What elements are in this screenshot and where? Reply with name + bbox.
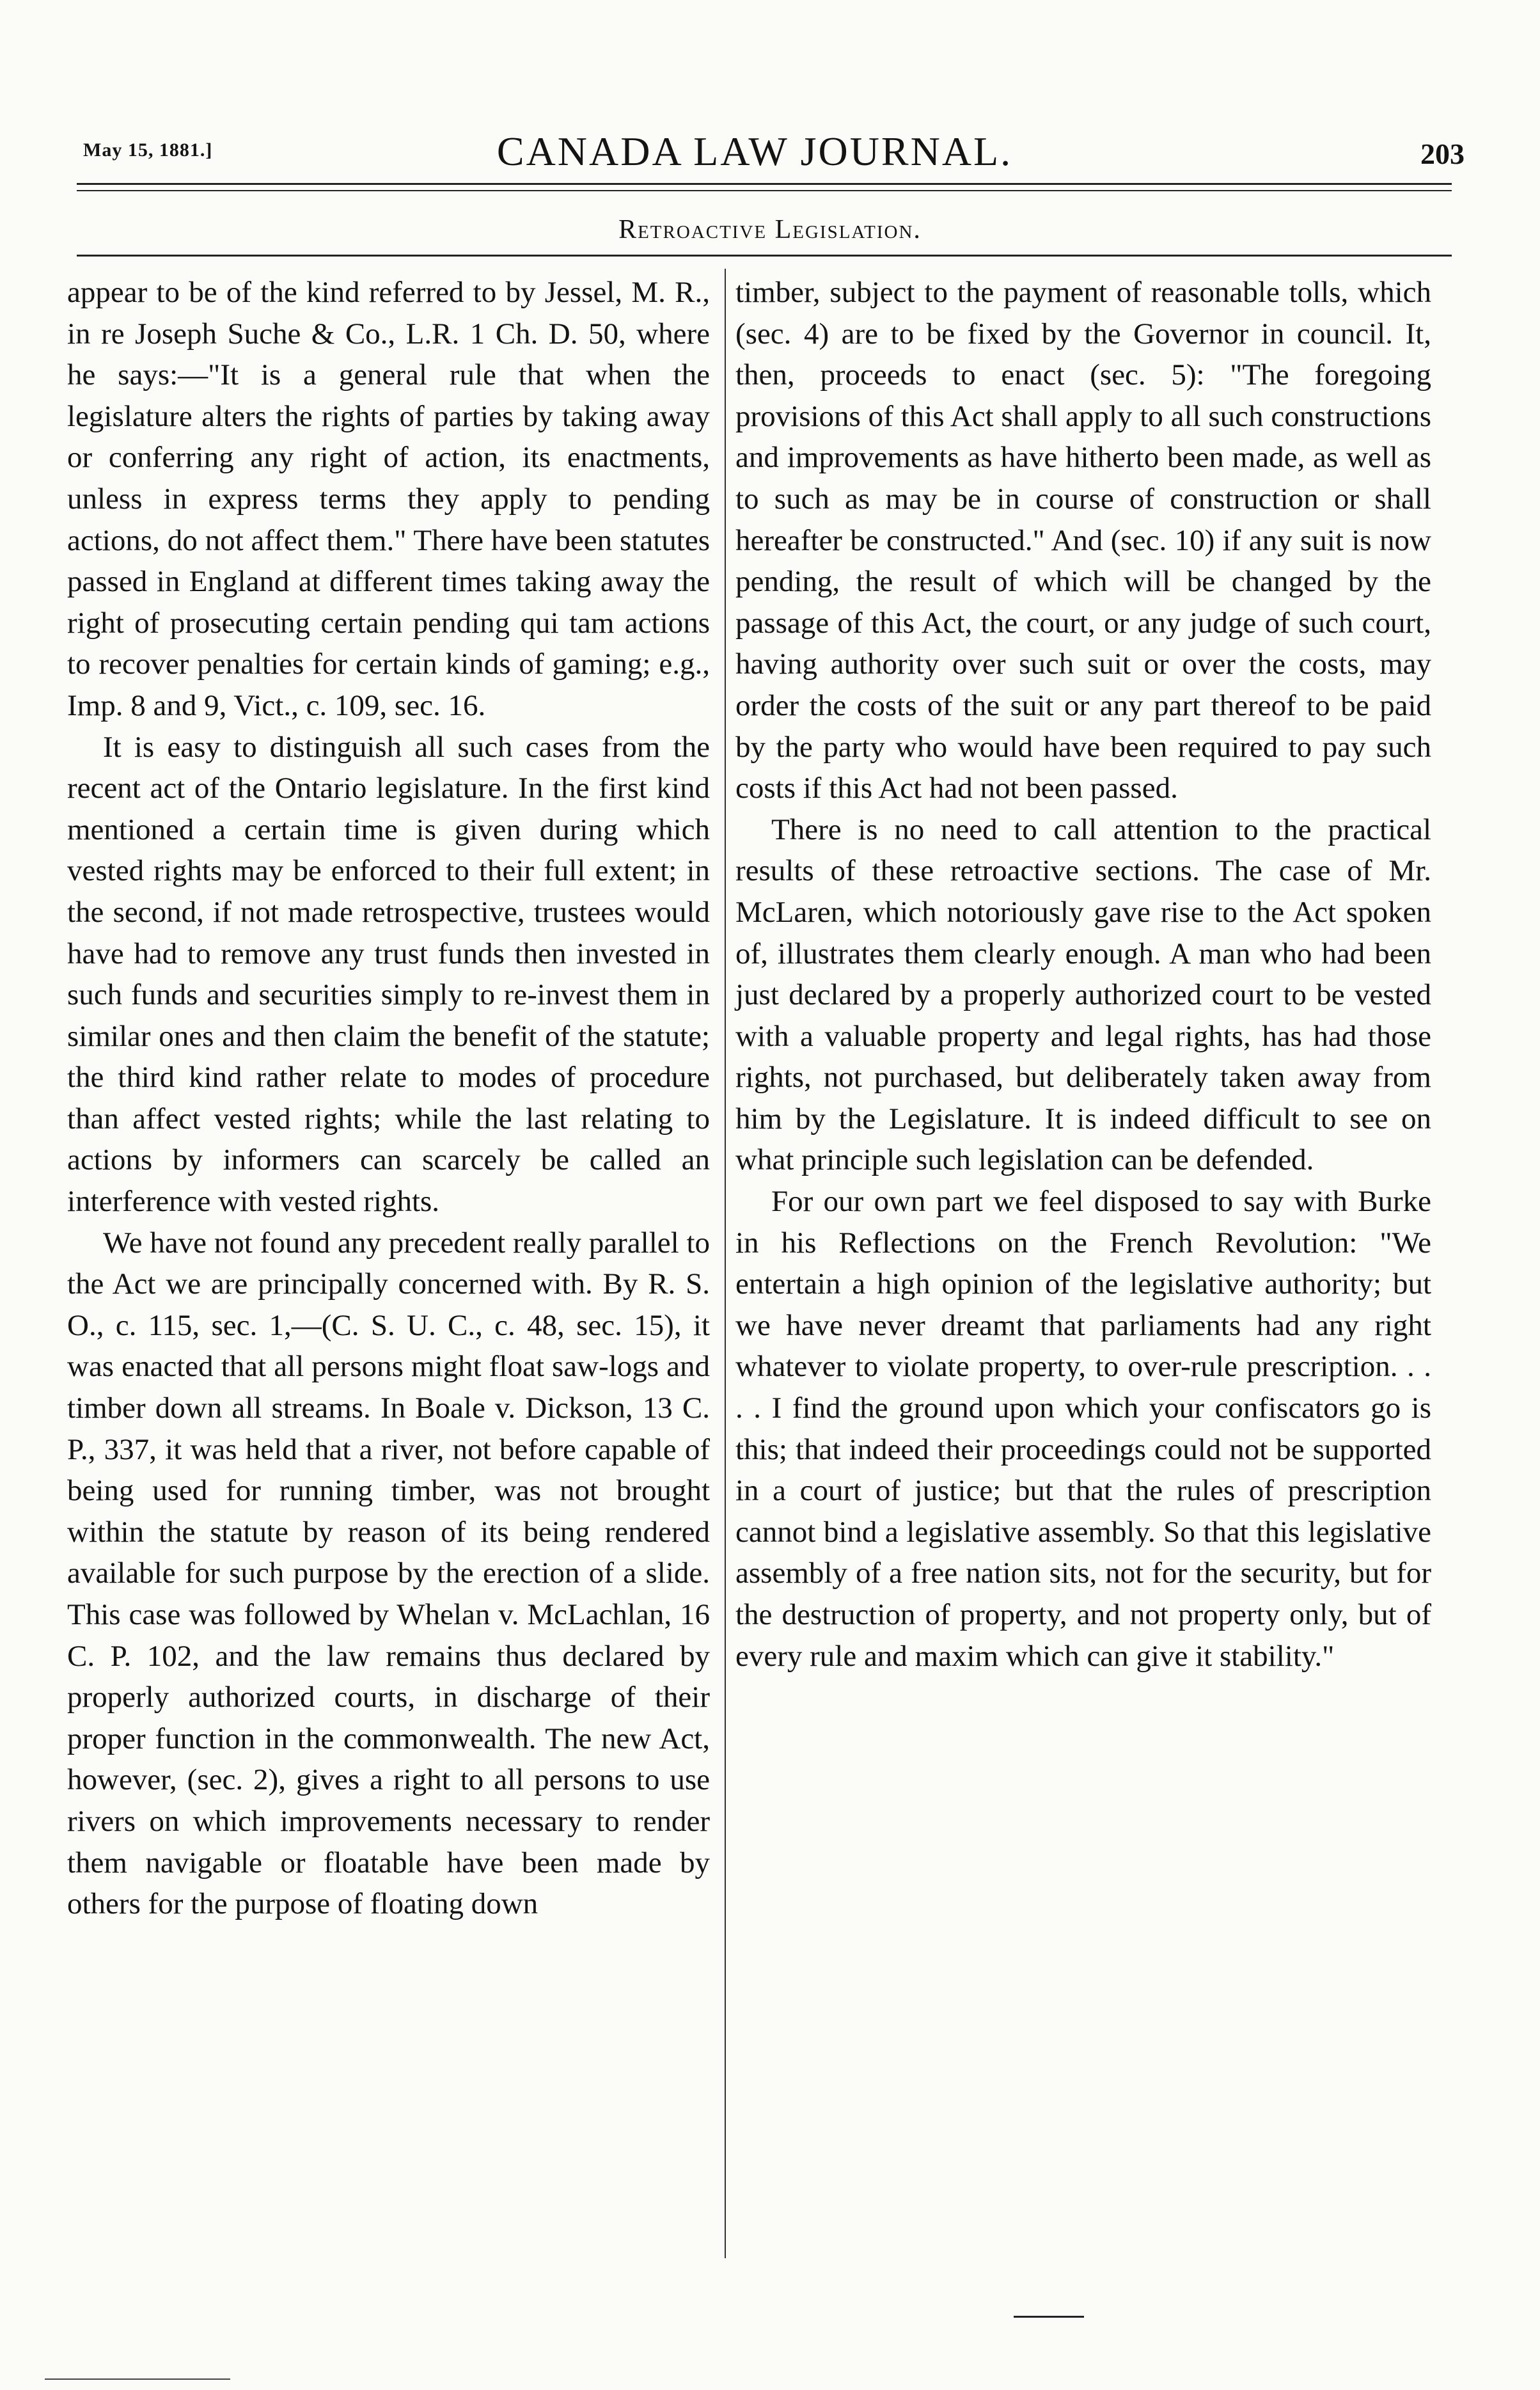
- paragraph: There is no need to call attention to the practical results of these retroactive sections. The case of Mr. McLaren, which notoriously gave rise to the Act spoken of, illustrates them clearly enough. A man who had been just declared by a properly authorized court to be vested with a valuable property and legal rights, has had those rights, not purchased, but deliberately taken away from him by the Legislature. It is indeed difficult to see on what principle such legislation can be defended.: [735, 812, 1431, 1177]
- section-rule: [77, 255, 1452, 257]
- issue-date: May 15, 1881.]: [83, 139, 213, 161]
- article-end-rule: [1014, 2316, 1084, 2318]
- left-column: [67, 272, 710, 1925]
- journal-title: CANADA LAW JOURNAL.: [496, 129, 1013, 174]
- footer-rule: [45, 2378, 230, 2380]
- page-number: 203: [1420, 138, 1465, 170]
- running-header: [45, 128, 1465, 173]
- paragraph: We have not found any precedent really parallel to the Act we are principally concerned with. By R. S. O., c. 115, sec. 1,—(C. S. U. C., c. 48, sec. 15), it was enacted that all persons might float saw-logs and timber down all streams. In Boale v. Dickson, 13 C. P., 337, it was held that a river, not before capable of being used for running timber, was not brought within the statute by reason of its being rendered available for such purpose by the erection of a slide. This case was followed by Whelan v. McLachlan, 16 C. P. 102, and the law remains thus declared by properly authorized courts, in discharge of their proper function in the commonwealth. The new Act, however, (sec. 2), gives a right to all persons to use rivers on which improvements necessary to render them navigable or floatable have been made by others for the purpose of floating down: [67, 1226, 710, 1921]
- paragraph: It is easy to distinguish all such cases from the recent act of the Ontario legislature. In the first kind mentioned a certain time is given during which vested rights may be enforced to their full extent; in the second, if not made retrospective, trustees would have had to remove any trust funds then invested in such funds and securities simply to re-invest them in similar ones and then claim the benefit of the statute; the third kind rather relate to modes of procedure than affect vested rights; while the last relating to actions by informers can scarcely be called an interference with vested rights.: [67, 730, 710, 1219]
- header-double-rule: [77, 183, 1452, 191]
- paragraph: For our own part we feel disposed to say with Burke in his Reflections on the French Revolution: "We entertain a high opinion of the legislative authority; but we have never dreamt that parliaments had any right whatever to violate property, to over-rule prescription. . . . . I find the ground upon which your confiscators go is this; that indeed their proceedings could not be supported in a court of justice; but that the rules of prescription cannot bind a legislative assembly. So that this legislative assembly of a free nation sits, not for the security, but for the destruction of property, and not property only, but of every rule and maxim which can give it stability.": [735, 1185, 1431, 1673]
- paragraph: appear to be of the kind referred to by Jessel, M. R., in re Joseph Suche & Co., L.R. 1 Ch. D. 50, where he says:—"It is a general rule that when the legislature alters the rights of parties by taking away or conferring any right of action, its enactments, unless in express terms they apply to pending actions, do not affect them." There have been statutes passed in England at different times taking away the right of prosecuting certain pending qui tam actions to recover penalties for certain kinds of gaming; e.g., Imp. 8 and 9, Vict., c. 109, sec. 16.: [67, 276, 710, 722]
- column-divider: [725, 269, 726, 2258]
- paragraph: timber, subject to the payment of reasonable tolls, which (sec. 4) are to be fixed by the Governor in council. It, then, proceeds to enact (sec. 5): "The foregoing provisions of this Act shall apply to all such constructions and improvements as have hitherto been made, as well as to such as may be in course of construction or shall hereafter be constructed." And (sec. 10) if any suit is now pending, the result of which will be changed by the passage of this Act, the court, or any judge of such court, having authority over such suit or over the costs, may order the costs of the suit or any part thereof to be paid by the party who would have been required to pay such costs if this Act had not been passed.: [735, 276, 1431, 805]
- right-column: [735, 272, 1431, 1677]
- section-title: Retroactive Legislation.: [618, 215, 922, 244]
